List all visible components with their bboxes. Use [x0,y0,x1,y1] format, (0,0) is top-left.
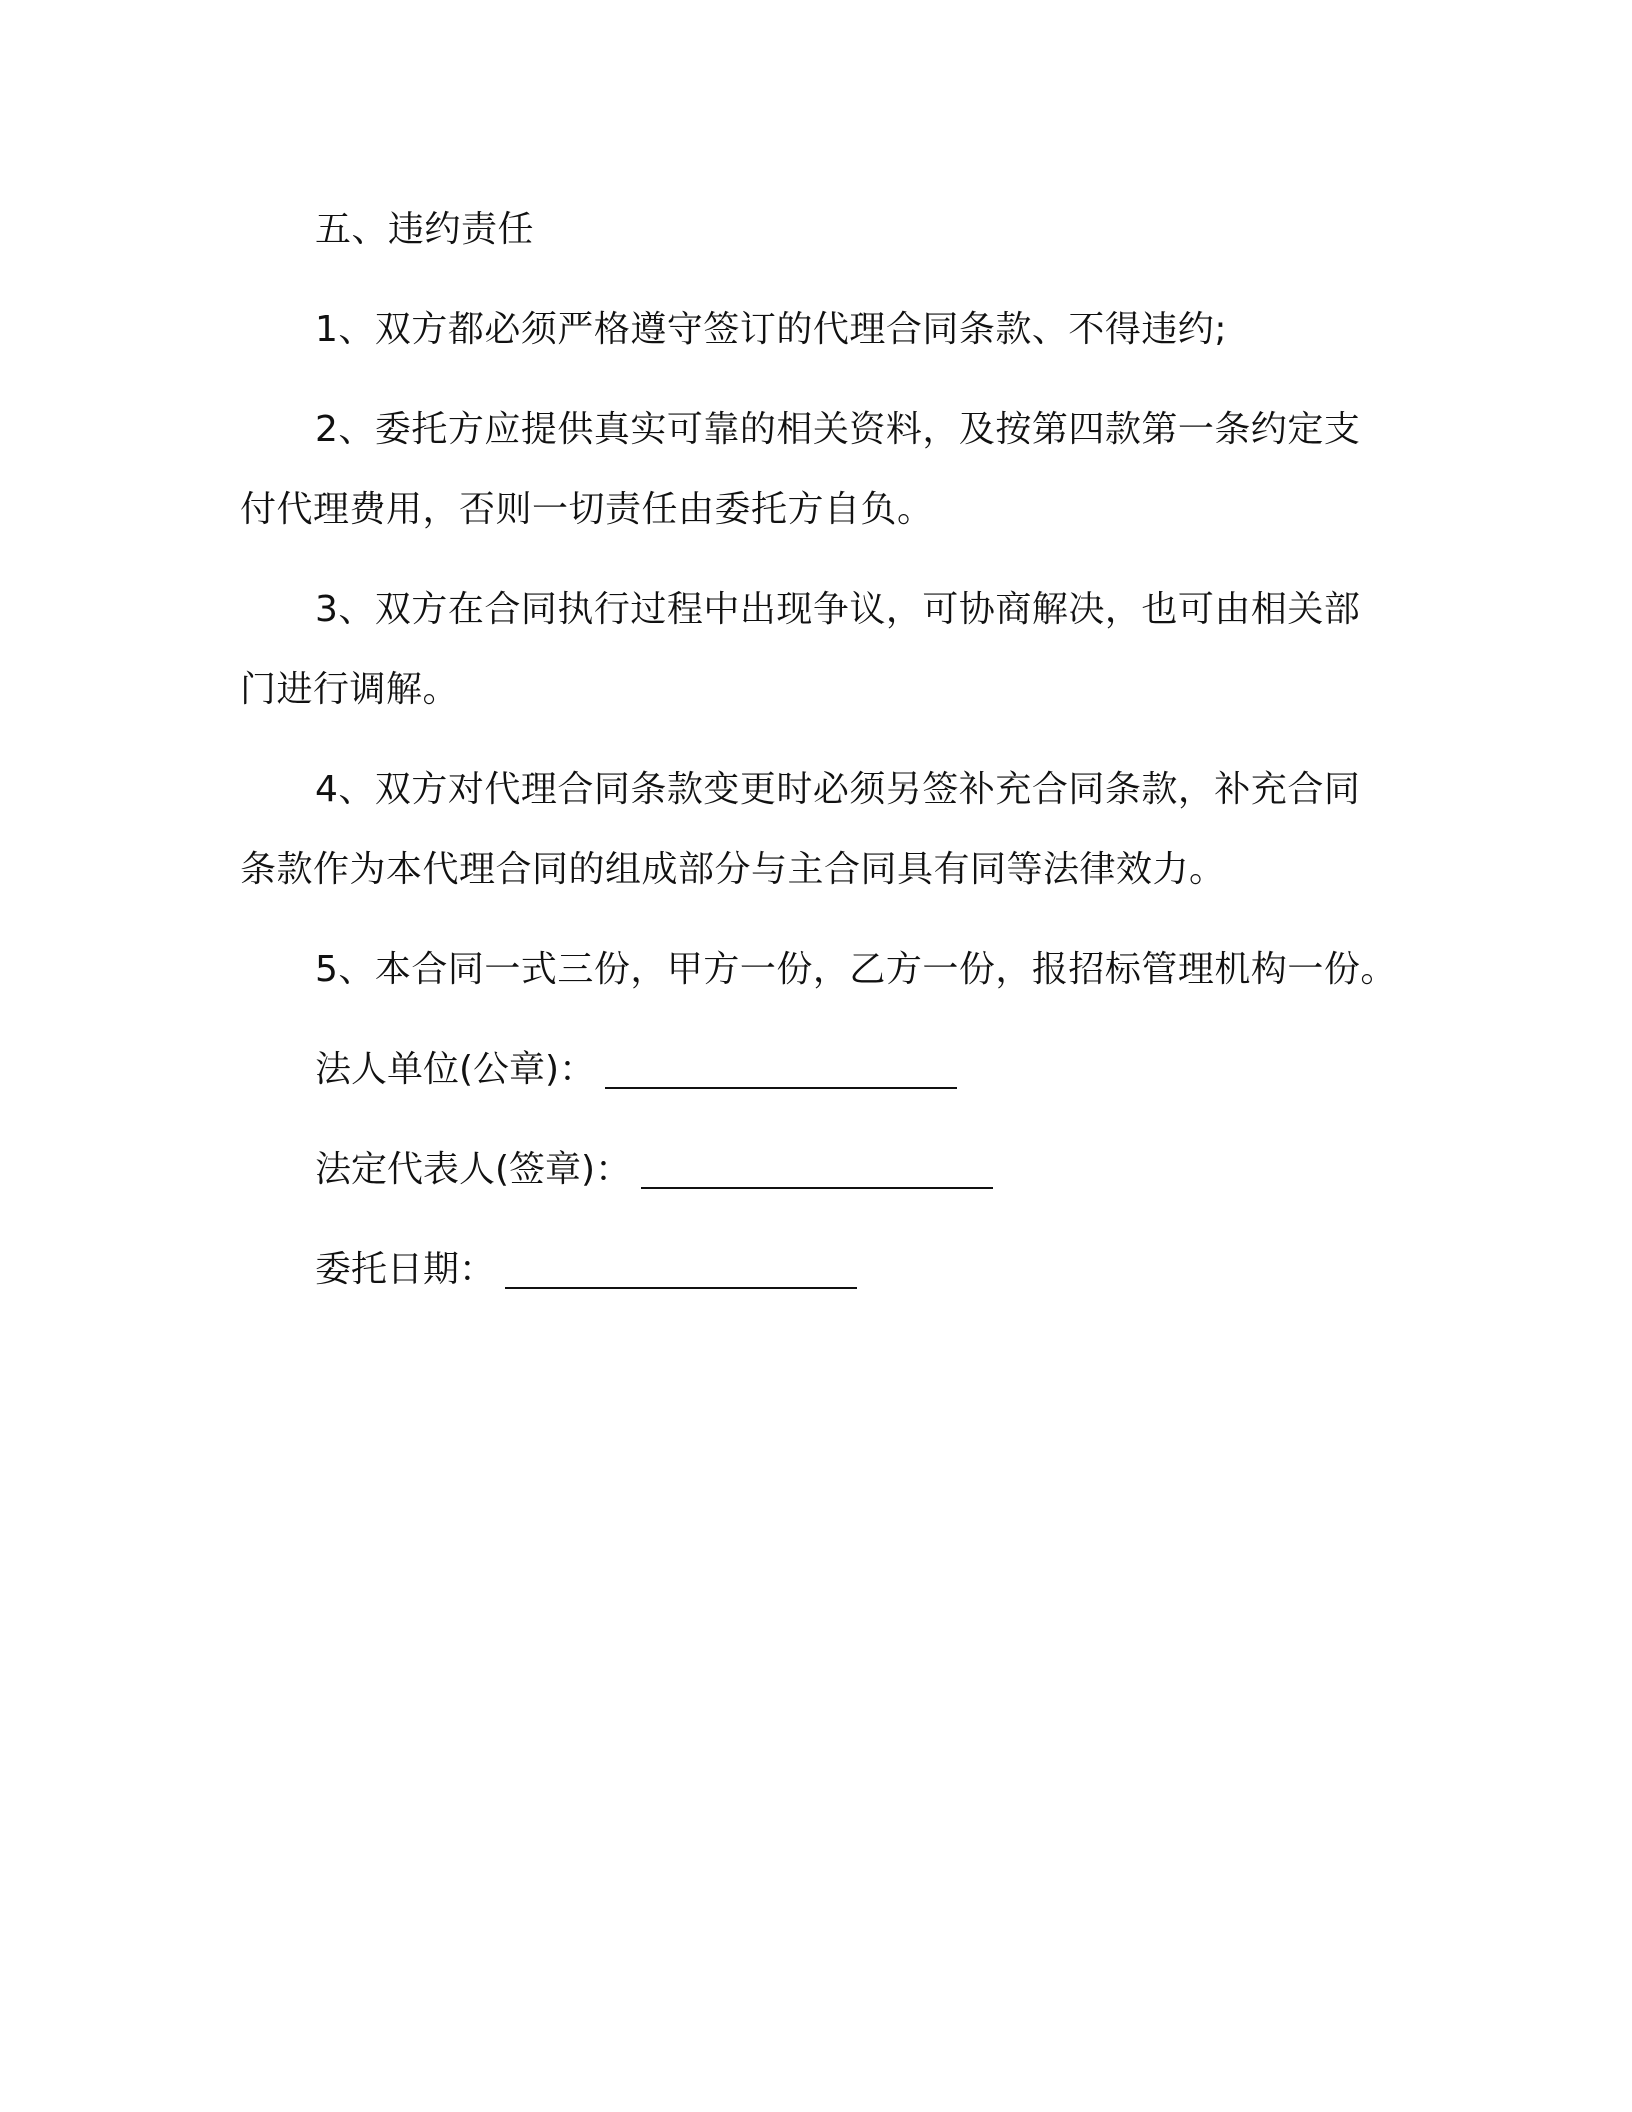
clause-4-line-2: 条款作为本代理合同的组成部分与主合同具有同等法律效力。 [240,849,1226,890]
clause-1: 1、双方都必须严格遵守签订的代理合同条款、不得违约; [315,309,1228,350]
section-heading: 五、违约责任 [315,209,535,250]
legal-rep-label: 法定代表人(签章)： [315,1149,632,1190]
legal-rep-blank-line [641,1187,993,1189]
date-blank-line [505,1287,857,1289]
clause-2-line-2: 付代理费用，否则一切责任由委托方自负。 [240,489,934,530]
contract-section [240,190,1397,1310]
clause-5: 5、本合同一式三份，甲方一份，乙方一份，报招标管理机构一份。 [315,949,1397,990]
legal-rep-signature-row [240,1130,1385,1210]
clause-4-line-1: 4、双方对代理合同条款变更时必须另签补充合同条款，补充合同 [315,769,1361,810]
clause-3-line-2: 门进行调解。 [240,669,460,710]
clause-2-line-1: 2、委托方应提供真实可靠的相关资料，及按第四款第一条约定支 [315,409,1361,450]
legal-entity-signature-row [240,1030,1385,1110]
clause-3-line-1: 3、双方在合同执行过程中出现争议，可协商解决，也可由相关部 [315,589,1361,630]
date-signature-row [240,1230,1385,1310]
legal-entity-label: 法人单位(公章)： [315,1049,596,1090]
legal-entity-blank-line [605,1087,957,1089]
date-label: 委托日期： [315,1249,496,1290]
